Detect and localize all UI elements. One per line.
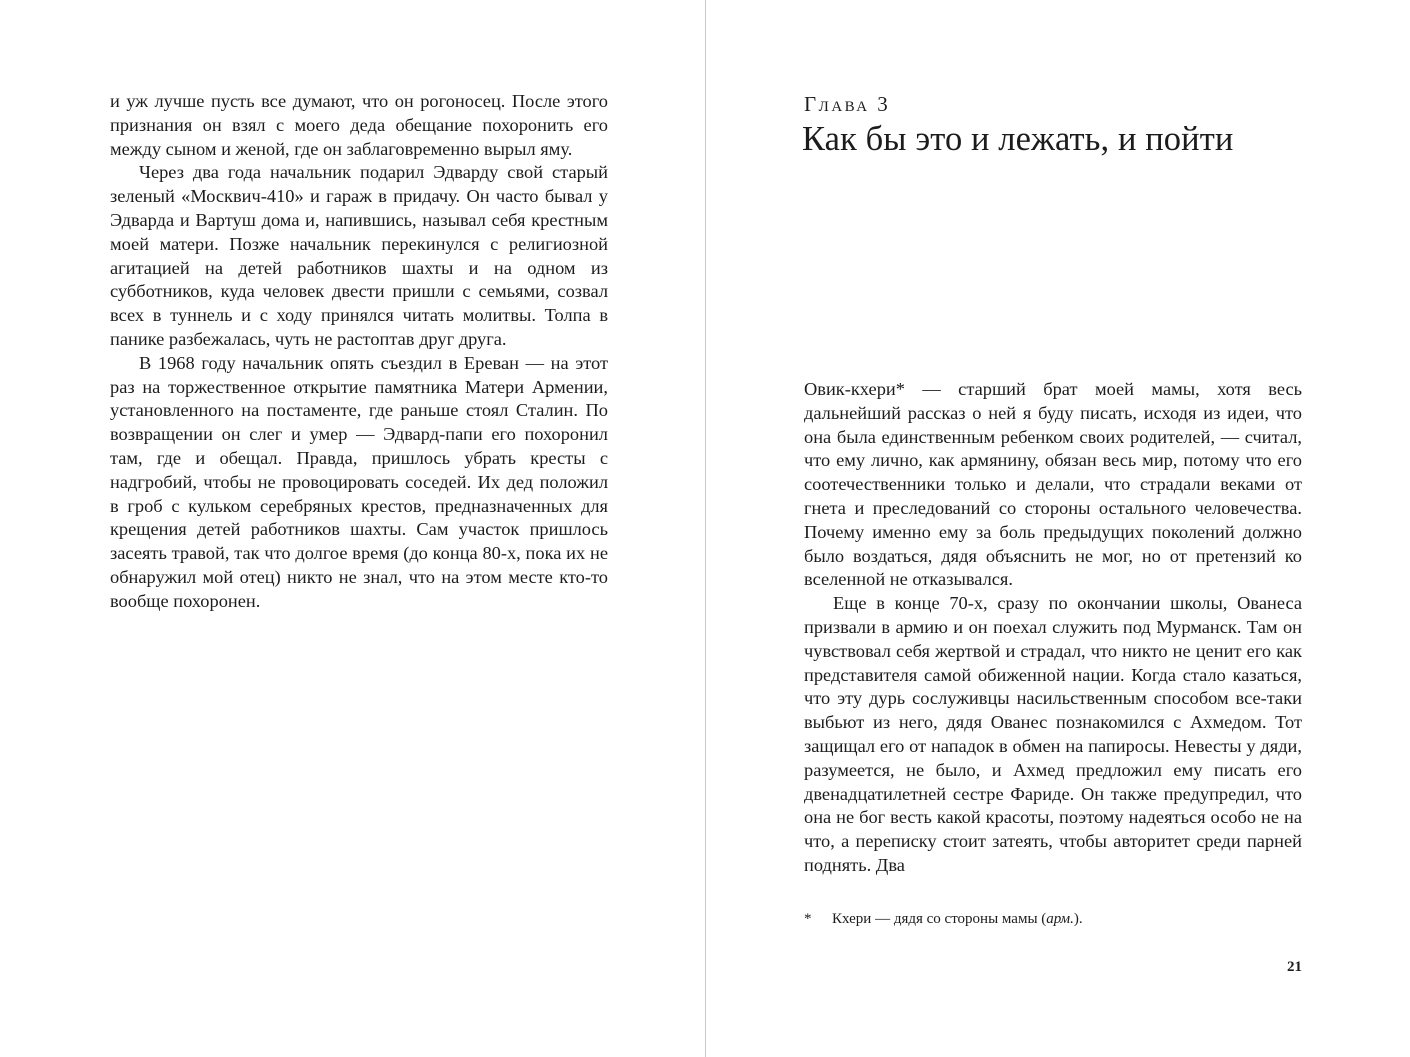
footnote-text: Кхери — дядя со стороны мамы ( bbox=[832, 911, 1047, 927]
right-page-text bbox=[804, 378, 1302, 878]
page-number: 21 bbox=[1287, 959, 1302, 975]
footnote-abbrev: арм. bbox=[1046, 911, 1074, 927]
paragraph: Через два года начальник подарил Эдварду свой старый зеленый «Москвич-410» и гараж в придачу. Он часто бывал у Эдварда и Вартуш дома и, напившись, называл себя крестным моей матери. Позже начальник перекинулся с религиозной агитацией на детей работников шахты и на одном из субботников, куда человек двести пришли с семьями, созвал всех в туннель и с ходу принялся читать молитвы. Толпа в панике разбежалась, чуть не растоптав друг друга. bbox=[110, 162, 608, 349]
paragraph: и уж лучше пусть все думают, что он рогоносец. После этого признания он взял с моего деда обещание похоронить его между сыном и женой, где он заблаговременно вырыл яму. bbox=[110, 91, 608, 159]
chapter-label: Глава 3 bbox=[804, 92, 891, 116]
left-page-text bbox=[110, 90, 608, 614]
paragraph: В 1968 году начальник опять съездил в Ереван — на этот раз на торжественное открытие памятника Матери Армении, установленного на постаменте, где раньше стоял Сталин. По возвращении он слег и умер — Эдвард-папи его похоронил там, где и обещал. Правда, пришлось убрать кресты с надгробий, чтобы не провоцировать соседей. Их дед положил в гроб с кульком серебряных крестов, предназначенных для крещения детей работников шахты. Сам участок пришлось засеять травой, так что долгое время (до конца 80-х, пока их не обнаружил мой отец) никто не знал, что на этом месте кто-то вообще похоронен. bbox=[110, 352, 608, 611]
footnote bbox=[804, 909, 1304, 929]
footnote-text-end: ). bbox=[1073, 911, 1083, 927]
right-page bbox=[706, 0, 1410, 1057]
footnote-marker: * bbox=[804, 911, 812, 927]
chapter-title: Как бы это и лежать, и пойти bbox=[802, 120, 1234, 158]
paragraph: Еще в конце 70-х, сразу по окончании школы, Ованеса призвали в армию и он поехал служить под Мурманск. Там он чувствовал себя жертвой и страдал, что никто не ценит его как представителя самой обиженной нации. Когда стало казаться, что эту дурь сослуживцы насильственным способом все-таки выбьют из него, дядя Ованес познакомился с Ахмедом. Тот защищал его от нападок в обмен на папиросы. Невесты у дяди, разумеется, не было, и Ахмед предложил ему писать его двенадцатилетней сестре Фариде. Он также предупредил, что она не бог весть какой красоты, поэтому надеяться особо не на что, а переписку стоит затеять, чтобы авторитет среди парней поднять. Два bbox=[804, 593, 1302, 875]
paragraph: Овик-кхери* — старший брат моей мамы, хотя весь дальнейший рассказ о ней я буду писать, исходя из идеи, что она была единственным ребенком своих родителей, — считал, что ему лично, как армянину, обязан весь мир, потому что его соотечественники только и делали, что страдали веками от гнета и преследований со стороны остального человечества. Почему именно ему за боль предыдущих поколений должно было воздаться, дядя объяснить не мог, но от претензий ко вселенной не отказывался. bbox=[804, 379, 1302, 590]
